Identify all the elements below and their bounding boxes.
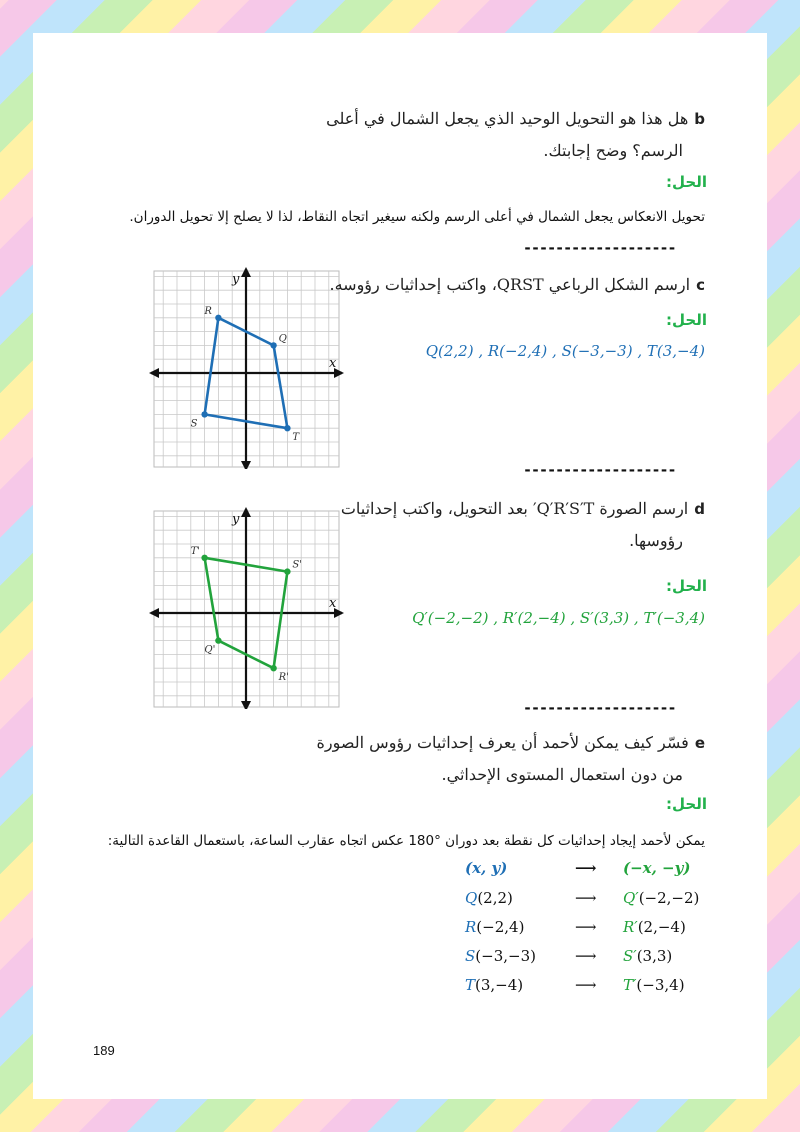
rule-point-name: R′ <box>623 918 638 936</box>
part-c-question <box>305 269 705 301</box>
rule-row-right: S′(3,3) <box>623 947 673 965</box>
rule-point-name: S <box>465 947 476 965</box>
rule-point-name: T′ <box>623 976 637 994</box>
rule-row-arrow: ⟶ <box>575 947 597 965</box>
graph-c-vertex-label: T <box>292 432 300 444</box>
part-d-coordinates: Q′(−2,−2) , R′(2,−4) , S′(3,3) , T′(−3,4) <box>412 609 705 627</box>
rule-point-name: R <box>465 918 477 936</box>
part-d-question-line1: ارسم الصورة Q′R′S′T′ بعد التحويل، واكتب إحداثيات <box>340 499 689 518</box>
graph-d-vertex-r-prime <box>270 665 276 671</box>
rule-row-left: R(−2,4) <box>465 918 525 936</box>
graph-c-x-axis-label: x <box>329 356 337 371</box>
rule-row-right: R′(2,−4) <box>623 918 686 936</box>
graph-c-vertex-label: R <box>204 305 212 317</box>
rule-point-name: Q′ <box>623 889 639 907</box>
rule-row-arrow: ⟶ <box>575 859 597 877</box>
part-b-question-line1: هل هذا هو التحويل الوحيد الذي يجعل الشمال في أعلى <box>326 109 689 128</box>
rule-row-right: Q′(−2,−2) <box>623 889 700 907</box>
graph-d-vertex-t-prime <box>201 555 207 561</box>
part-d-label: d <box>694 500 705 518</box>
graph-c-vertex-s <box>201 411 207 417</box>
rule-row-left: T(3,−4) <box>465 976 524 994</box>
graph-c-vertex-q <box>270 342 276 348</box>
graph-c-vertex-label: Q <box>278 333 287 345</box>
divider-3: ------------------- <box>523 699 676 717</box>
rule-point-name: S′ <box>623 947 637 965</box>
part-c-coordinates: Q(2,2) , R(−2,4) , S(−3,−3) , T(3,−4) <box>425 342 705 360</box>
part-b-question <box>85 103 705 166</box>
rule-point-name: Q <box>465 889 478 907</box>
part-b-answer: تحويل الانعكاس يجعل الشمال في أعلى الرسم ولكنه سيغير اتجاه النقاط، لذا لا يصلح إلا تحويل الدوران. <box>129 209 705 225</box>
part-c-solution-label: الحل: <box>666 311 707 329</box>
graph-d-vertex-q-prime <box>215 637 221 643</box>
page-number: 189 <box>93 1043 115 1058</box>
part-d-question-line2: رؤوسها. <box>629 531 683 550</box>
part-e-solution-label: الحل: <box>666 795 707 813</box>
part-e-label: e <box>694 734 705 752</box>
graph-d-x-axis-label: x <box>329 596 337 611</box>
part-e-answer: يمكن لأحمد إيجاد إحداثيات كل نقطة بعد دوران °180 عكس اتجاه عقارب الساعة، باستعمال القاعدة التالية: <box>107 833 705 849</box>
graph-c-vertex-r <box>215 315 221 321</box>
part-b-question-line2: الرسم؟ وضح إجابتك. <box>543 141 683 160</box>
page <box>33 33 767 1099</box>
rule-row-right: T′(−3,4) <box>623 976 685 994</box>
rule-row-arrow: ⟶ <box>575 918 597 936</box>
part-b-label: b <box>694 110 705 128</box>
part-b-solution-label: الحل: <box>666 173 707 191</box>
part-e-question-line2: من دون استعمال المستوى الإحداثي. <box>441 765 683 784</box>
graph-d-vertex-label: T' <box>190 545 201 557</box>
rule-point-name: T <box>465 976 476 994</box>
rule-row-left: S(−3,−3) <box>465 947 536 965</box>
rule-row-arrow: ⟶ <box>575 976 597 994</box>
part-c-label: c <box>696 276 705 294</box>
part-c-question-text: ارسم الشكل الرباعي QRST، واكتب إحداثيات رؤوسه. <box>329 275 691 294</box>
graph-d-vertex-label: S' <box>292 559 303 571</box>
rule-row-right: (−x, −y) <box>623 859 691 877</box>
graph-d-vertex-label: R' <box>278 672 289 684</box>
rule-row-arrow: ⟶ <box>575 889 597 907</box>
rule-row-left: Q(2,2) <box>465 889 513 907</box>
graph-d-vertex-label: Q' <box>204 644 216 656</box>
rule-table <box>453 859 713 1019</box>
graph-c-y-axis-label: y <box>232 272 240 287</box>
part-e-question-line1: فسّر كيف يمكن لأحمد أن يعرف إحداثيات رؤوس الصورة <box>316 733 689 752</box>
graph-d-vertex-s-prime <box>284 568 290 574</box>
graph-c-vertex-label: S <box>190 418 198 430</box>
rule-row-left: (x, y) <box>465 859 508 877</box>
part-d-solution-label: الحل: <box>666 577 707 595</box>
divider-1: ------------------- <box>523 239 676 257</box>
graph-d-y-axis-label: y <box>232 512 240 527</box>
divider-2: ------------------- <box>523 461 676 479</box>
part-e-question <box>265 727 705 790</box>
graph-c-vertex-t <box>284 425 290 431</box>
part-d-question <box>305 493 705 556</box>
